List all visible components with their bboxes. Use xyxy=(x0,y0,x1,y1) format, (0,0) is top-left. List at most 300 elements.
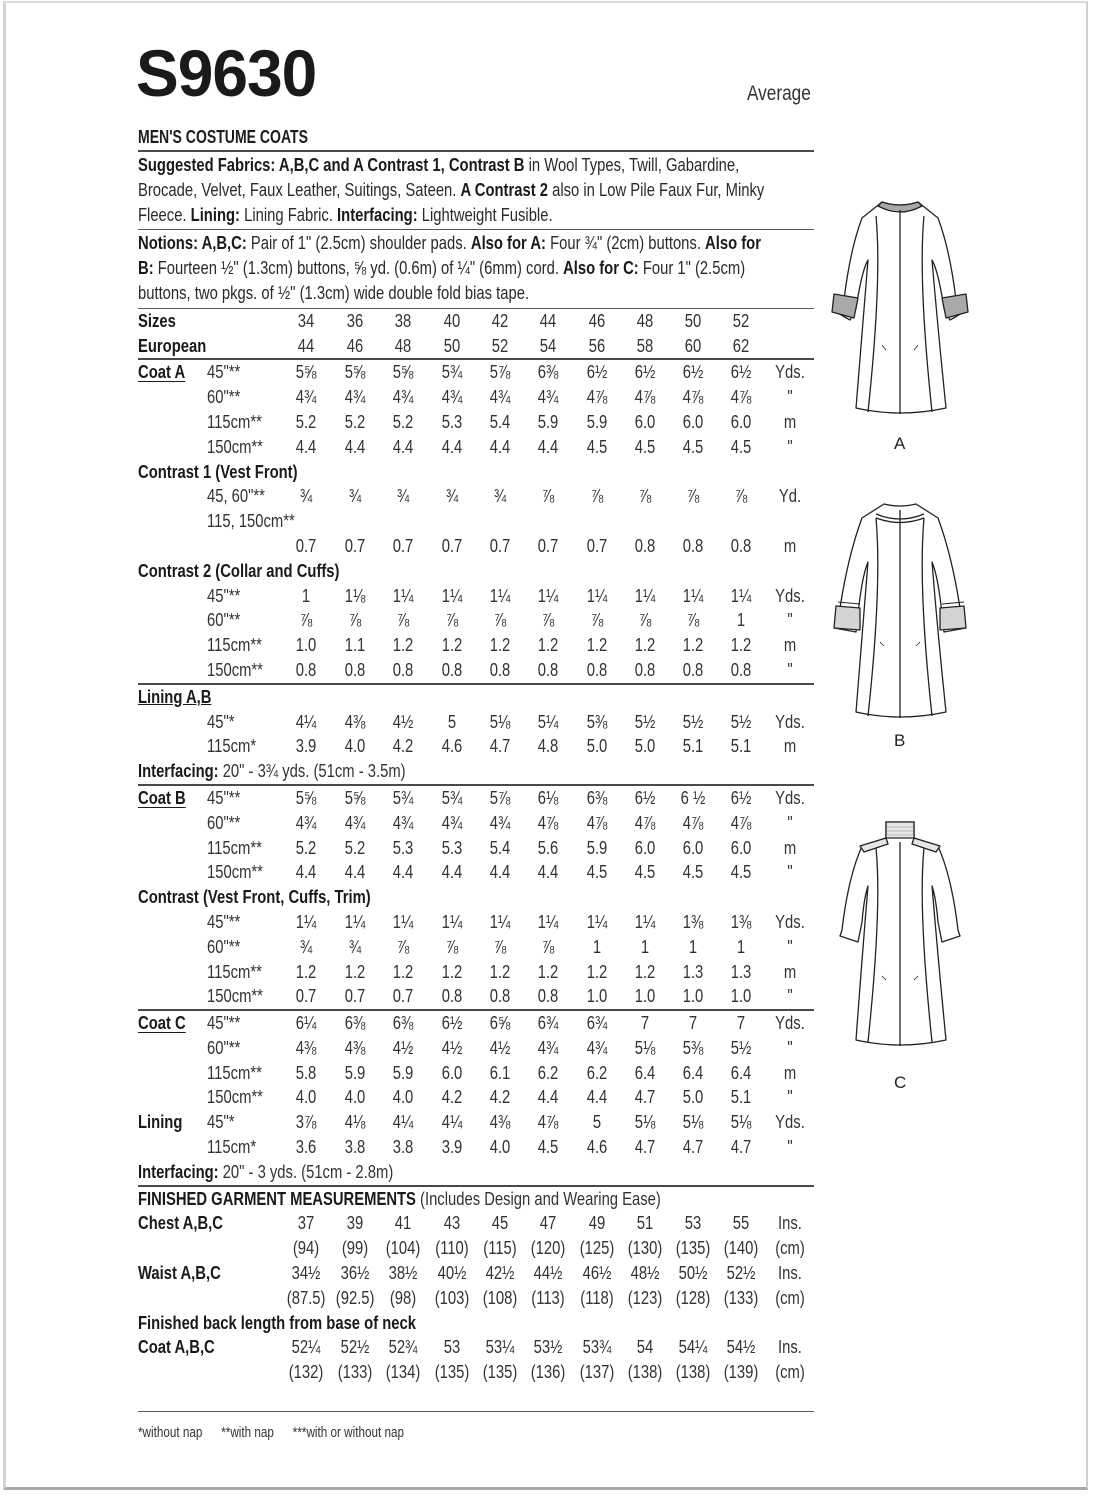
cell-value: 6.0 xyxy=(730,836,752,858)
label: FINISHED GARMENT MEASUREMENTS xyxy=(138,1187,416,1209)
cell-value: 4⅞ xyxy=(682,386,704,408)
cell-value: 5.3 xyxy=(441,836,463,858)
cell-value: 4.0 xyxy=(344,735,366,757)
cell-value: (139) xyxy=(723,1361,759,1383)
cell-value: 48 xyxy=(394,334,412,356)
table-row xyxy=(138,334,814,359)
cell-value: 4.2 xyxy=(441,1086,463,1108)
unit-label: m xyxy=(783,410,797,432)
cell-value: 1.2 xyxy=(634,960,656,982)
section-title xyxy=(138,460,814,485)
section-title xyxy=(138,885,814,910)
cell-value: 6.4 xyxy=(730,1061,752,1083)
text: 20" - 3¾ yds. (51cm - 3.5m) xyxy=(218,760,406,782)
cell-value: 4.4 xyxy=(586,1086,608,1108)
table-row xyxy=(138,509,814,534)
cell-value: 4.5 xyxy=(682,861,704,883)
cell-value: 6½ xyxy=(682,361,704,383)
fabric-width: 115cm** xyxy=(207,836,262,858)
table-row xyxy=(138,410,814,435)
table-row xyxy=(138,710,814,735)
cell-value: 5½ xyxy=(730,1036,752,1058)
cell-value: 5.2 xyxy=(295,836,317,858)
cell-value: 1¼ xyxy=(295,910,317,932)
cell-value: 1.2 xyxy=(392,634,414,656)
section-title-text xyxy=(138,885,371,910)
cell-value: 0.7 xyxy=(392,534,414,556)
fabric-width: 150cm** xyxy=(207,435,263,457)
view-c-label: C xyxy=(894,1073,907,1092)
cell-value: 6½ xyxy=(730,361,752,383)
fabric-width: 45"** xyxy=(207,786,241,808)
cell-value: 1¼ xyxy=(537,584,559,606)
cell-value: 4¾ xyxy=(344,811,366,833)
fabric-width: 45"** xyxy=(207,584,241,606)
cell-value: 5.9 xyxy=(586,836,608,858)
finished-garment-measurements xyxy=(138,1187,814,1385)
label: Finished back length from base of neck xyxy=(138,1311,416,1333)
cell-value: 5.2 xyxy=(344,836,366,858)
cell-value: 41 xyxy=(394,1212,412,1234)
fabric-width: 60"** xyxy=(207,386,241,408)
cell-value: 1 xyxy=(736,935,746,957)
row-label: Coat A,B,C xyxy=(138,1336,215,1358)
pattern-number: S9630 xyxy=(136,36,317,110)
fabric-width: 150cm** xyxy=(207,861,263,883)
cell-value: 1¼ xyxy=(586,910,608,932)
cell-value: 5⅜ xyxy=(682,1036,704,1058)
cell-value: 4.7 xyxy=(634,1136,656,1158)
cell-value: 4¾ xyxy=(392,811,414,833)
cell-value: 4¾ xyxy=(441,386,463,408)
cell-value: ⅞ xyxy=(396,609,410,631)
cell-value: 7 xyxy=(640,1012,650,1034)
cell-value: 4⅞ xyxy=(586,811,608,833)
cell-value: 3.9 xyxy=(441,1136,463,1158)
interfacing-note xyxy=(138,1160,814,1185)
cell-value: 4.4 xyxy=(392,861,414,883)
cell-value: ⅞ xyxy=(445,609,459,631)
cell-value: 6.0 xyxy=(730,410,752,432)
cell-value: 1¼ xyxy=(586,584,608,606)
cell-value: 4¾ xyxy=(392,386,414,408)
cell-value: 1¼ xyxy=(441,584,463,606)
cell-value: 5.9 xyxy=(537,410,559,432)
fabric-width: 45"** xyxy=(207,361,241,383)
row-label: Coat A xyxy=(138,361,186,383)
cell-value: ¾ xyxy=(299,485,313,507)
table-row xyxy=(138,786,814,811)
cell-value: 5⅛ xyxy=(489,710,511,732)
fabric-width: 60"** xyxy=(207,811,241,833)
cell-value: 4¼ xyxy=(392,1111,414,1133)
cell-value: 6⅜ xyxy=(586,786,608,808)
unit-label: " xyxy=(787,985,793,1007)
cell-value: 52 xyxy=(732,309,750,331)
cell-value: 0.8 xyxy=(682,534,704,556)
cell-value: 52¾ xyxy=(388,1336,418,1358)
cell-value: (108) xyxy=(482,1286,518,1308)
cell-value: (130) xyxy=(627,1237,663,1259)
cell-value: 4¾ xyxy=(295,386,317,408)
cell-value: ⅞ xyxy=(734,485,748,507)
table-row xyxy=(138,1135,814,1160)
table-row xyxy=(138,910,814,935)
cell-value: 5.9 xyxy=(392,1061,414,1083)
cell-value: ¾ xyxy=(493,485,507,507)
cell-value: 50½ xyxy=(678,1262,708,1284)
cell-value: 4⅞ xyxy=(634,811,656,833)
cell-value: ⅞ xyxy=(299,609,313,631)
cell-value: (98) xyxy=(389,1286,417,1308)
cell-value: 51 xyxy=(636,1212,654,1234)
unit-label: " xyxy=(787,811,793,833)
row-label: Chest A,B,C xyxy=(138,1212,223,1234)
cell-value: 1¼ xyxy=(392,584,414,606)
pattern-envelope-back xyxy=(138,125,814,1412)
table-row xyxy=(138,484,814,509)
cell-value: ⅞ xyxy=(686,609,700,631)
fabric-width: 45, 60"** xyxy=(207,485,265,507)
fabric-width: 45"* xyxy=(207,710,235,732)
cell-value: (87.5) xyxy=(286,1286,326,1308)
unit-label: Ins. xyxy=(778,1212,802,1234)
cell-value: 0.7 xyxy=(344,985,366,1007)
cell-value: 40 xyxy=(443,309,461,331)
cell-value: 4.2 xyxy=(392,735,414,757)
unit-label: " xyxy=(787,386,793,408)
cell-value: 1.0 xyxy=(682,985,704,1007)
cell-value: 4.0 xyxy=(489,1136,511,1158)
unit-label: m xyxy=(783,1061,797,1083)
cell-value: 6⅜ xyxy=(344,1012,366,1034)
cell-value: 6 ½ xyxy=(680,786,706,808)
cell-value: 3.8 xyxy=(344,1136,366,1158)
cell-value: 4.4 xyxy=(441,435,463,457)
cell-value: 5.2 xyxy=(344,410,366,432)
cell-value: ⅞ xyxy=(541,609,555,631)
cell-value: 0.8 xyxy=(489,658,511,680)
cell-value: 6.1 xyxy=(489,1061,511,1083)
cell-value: 4.5 xyxy=(634,435,656,457)
cell-value: 4.8 xyxy=(537,735,559,757)
label: Contrast 1 (Vest Front) xyxy=(138,460,298,482)
unit-label: Yds. xyxy=(775,1111,805,1133)
cell-value: 4⅞ xyxy=(586,386,608,408)
yardage-view-b xyxy=(138,786,814,1009)
table-row xyxy=(138,584,814,609)
text: 20" - 3 yds. (51cm - 2.8m) xyxy=(218,1160,394,1182)
cell-value: 0.8 xyxy=(682,658,704,680)
cell-value: 4.5 xyxy=(586,861,608,883)
cell-value: 6.0 xyxy=(634,410,656,432)
cell-value: 4⅜ xyxy=(344,710,366,732)
cell-value: 4½ xyxy=(441,1036,463,1058)
fabric-width: 150cm** xyxy=(207,985,263,1007)
cell-value: (133) xyxy=(337,1361,373,1383)
cell-value: 0.7 xyxy=(537,534,559,556)
cell-value: 5.4 xyxy=(489,836,511,858)
label: Lining A,B xyxy=(138,685,212,707)
cell-value: 1¼ xyxy=(489,584,511,606)
cell-value: 1¼ xyxy=(344,910,366,932)
cell-value: 5⅝ xyxy=(344,361,366,383)
cell-value: 6.0 xyxy=(682,836,704,858)
cell-value: 4.4 xyxy=(489,435,511,457)
section-title xyxy=(138,559,814,584)
cell-value: 5¼ xyxy=(537,710,559,732)
cell-value: 4⅞ xyxy=(537,811,559,833)
cell-value: 1.2 xyxy=(537,634,559,656)
cell-value: 1.2 xyxy=(730,634,752,656)
cell-value: 4⅜ xyxy=(344,1036,366,1058)
cell-value: 53½ xyxy=(533,1336,563,1358)
cell-value: 4.7 xyxy=(730,1136,752,1158)
cell-value: 52½ xyxy=(726,1262,756,1284)
unit-label: Ins. xyxy=(778,1262,802,1284)
cell-value: (125) xyxy=(579,1237,615,1259)
table-row xyxy=(138,309,814,334)
cell-value: 4.4 xyxy=(537,435,559,457)
cell-value: 5 xyxy=(447,710,457,732)
row-label: Waist A,B,C xyxy=(138,1262,221,1284)
cell-value: 0.8 xyxy=(344,658,366,680)
finished-title-text xyxy=(138,1187,661,1212)
fabric-width: 115cm** xyxy=(207,410,262,432)
cell-value: 37 xyxy=(297,1212,315,1234)
cell-value: 6½ xyxy=(634,361,656,383)
section-title-text xyxy=(138,559,339,584)
pattern-title: MEN'S COSTUME COATS xyxy=(138,127,309,147)
cell-value: 5½ xyxy=(730,710,752,732)
cell-value: 4.4 xyxy=(344,861,366,883)
cell-value: 3.6 xyxy=(295,1136,317,1158)
cell-value: 0.8 xyxy=(537,658,559,680)
cell-value: ¾ xyxy=(299,935,313,957)
cell-value: (120) xyxy=(530,1237,566,1259)
cell-value: 1.1 xyxy=(344,634,366,656)
table-row xyxy=(138,1335,814,1360)
fabric-width: 115cm* xyxy=(207,735,257,757)
cell-value: 52 xyxy=(491,334,509,356)
table-row xyxy=(138,1036,814,1061)
cell-value: 4½ xyxy=(489,1036,511,1058)
label: Interfacing: xyxy=(138,760,219,782)
table-row xyxy=(138,1261,814,1286)
unit-label: Yds. xyxy=(775,1012,805,1034)
cell-value: 4.5 xyxy=(634,861,656,883)
cell-value: 4⅜ xyxy=(489,1111,511,1133)
cell-value: 6⅝ xyxy=(489,1012,511,1034)
view-b-illustration xyxy=(820,496,980,750)
cell-value: 5⅛ xyxy=(730,1111,752,1133)
table-row xyxy=(138,1286,814,1311)
cell-value: 4.2 xyxy=(489,1086,511,1108)
cell-value: 0.7 xyxy=(295,985,317,1007)
cell-value: 1.0 xyxy=(634,985,656,1007)
unit-label: " xyxy=(787,609,793,631)
cell-value: (104) xyxy=(385,1237,421,1259)
footnote-with-or-without-nap: ***with or without nap xyxy=(292,1424,405,1441)
fabric-width: 115cm** xyxy=(207,960,262,982)
cell-value: 1¼ xyxy=(634,584,656,606)
unit-label: Yds. xyxy=(775,361,805,383)
cell-value: 7 xyxy=(688,1012,698,1034)
cell-value: 4.6 xyxy=(441,735,463,757)
table-row xyxy=(138,984,814,1009)
cell-value: 5.2 xyxy=(295,410,317,432)
cell-value: 4¾ xyxy=(441,811,463,833)
cell-value: 5⅝ xyxy=(295,786,317,808)
cell-value: 0.7 xyxy=(586,534,608,556)
section-title-text xyxy=(138,685,211,710)
cell-value: 6¾ xyxy=(537,1012,559,1034)
cell-value: 4.4 xyxy=(441,861,463,883)
cell-value: 1.2 xyxy=(295,960,317,982)
cell-value: 50 xyxy=(443,334,461,356)
suggested-fabrics: Suggested Fabrics: A,B,C and A Contrast 1, Contrast B in Wool Types, Twill, Gabardine, Brocade, Velvet, Faux Leather, Suitings, Sateen. A Contrast 2 also in Low Pile Faux Fur, Minky Fleece. Lining: Lining Fabric. Interfacing: Lightweight Fusible. xyxy=(138,154,765,225)
view-a-label: A xyxy=(894,434,906,453)
unit-label: m xyxy=(783,836,797,858)
cell-value: 1¼ xyxy=(730,584,752,606)
cell-value: 4.5 xyxy=(682,435,704,457)
cell-value: 0.7 xyxy=(441,534,463,556)
cell-value: (94) xyxy=(292,1237,320,1259)
cell-value: 44½ xyxy=(533,1262,563,1284)
cell-value: 52½ xyxy=(340,1336,370,1358)
cell-value: 1.2 xyxy=(344,960,366,982)
table-row xyxy=(138,534,814,559)
cell-value: 1.2 xyxy=(537,960,559,982)
row-label: Lining xyxy=(138,1111,183,1133)
cell-value: 38 xyxy=(394,309,412,331)
cell-value: (134) xyxy=(385,1361,421,1383)
cell-value: 4.7 xyxy=(489,735,511,757)
cell-value: 5⅛ xyxy=(682,1111,704,1133)
table-row xyxy=(138,608,814,633)
interfacing-note xyxy=(138,759,814,784)
cell-value: 4¾ xyxy=(537,1036,559,1058)
cell-value: ¾ xyxy=(348,935,362,957)
coat-c-back-icon xyxy=(820,818,980,1048)
view-c-illustration xyxy=(820,818,980,1092)
cell-value: 6.0 xyxy=(441,1061,463,1083)
cell-value: ⅞ xyxy=(638,609,652,631)
table-row xyxy=(138,734,814,759)
cell-value: (135) xyxy=(434,1361,470,1383)
view-b-label: B xyxy=(894,731,906,750)
cell-value: ⅞ xyxy=(541,935,555,957)
cell-value: 60 xyxy=(684,334,702,356)
cell-value: 1 xyxy=(640,935,650,957)
cell-value: 0.8 xyxy=(586,658,608,680)
unit-label: " xyxy=(787,435,793,457)
table-row xyxy=(138,1011,814,1036)
cell-value: 4¾ xyxy=(344,386,366,408)
fabric-width: 115cm* xyxy=(207,1136,257,1158)
cell-value: 1¼ xyxy=(682,584,704,606)
cell-value: 56 xyxy=(588,334,606,356)
cell-value: ⅞ xyxy=(590,485,604,507)
cell-value: 5.6 xyxy=(537,836,559,858)
cell-value: 6½ xyxy=(586,361,608,383)
cell-value: ⅞ xyxy=(638,485,652,507)
cell-value: 0.7 xyxy=(344,534,366,556)
unit-label: Yds. xyxy=(775,786,805,808)
cell-value: 0.7 xyxy=(489,534,511,556)
cell-value: 6.4 xyxy=(634,1061,656,1083)
cell-value: 4¼ xyxy=(295,710,317,732)
label: Contrast (Vest Front, Cuffs, Trim) xyxy=(138,886,371,908)
cell-value: 5.0 xyxy=(634,735,656,757)
cell-value: (140) xyxy=(723,1237,759,1259)
cell-value: 1¼ xyxy=(392,910,414,932)
fabric-width: 60"** xyxy=(207,1036,241,1058)
cell-value: ⅞ xyxy=(493,935,507,957)
cell-value: 5¾ xyxy=(441,786,463,808)
cell-value: 0.8 xyxy=(392,658,414,680)
cell-value: 5⅞ xyxy=(489,361,511,383)
cell-value: 1.0 xyxy=(295,634,317,656)
cell-value: 53¼ xyxy=(485,1336,515,1358)
cell-value: 4.4 xyxy=(489,861,511,883)
cell-value: 46½ xyxy=(582,1262,612,1284)
fabric-width: 115cm** xyxy=(207,634,262,656)
cell-value: 54¼ xyxy=(678,1336,708,1358)
size-range-label: Average xyxy=(747,82,811,105)
cell-value: 1.0 xyxy=(586,985,608,1007)
sizes-table xyxy=(138,309,814,359)
cell-value: 4.4 xyxy=(344,435,366,457)
cell-value: 5⅝ xyxy=(295,361,317,383)
cell-value: 4.0 xyxy=(344,1086,366,1108)
cell-value: (113) xyxy=(531,1286,565,1308)
interfacing-note-text xyxy=(138,1160,393,1185)
unit-label: m xyxy=(783,634,797,656)
cell-value: (135) xyxy=(482,1361,518,1383)
table-row xyxy=(138,960,814,985)
cell-value: 0.8 xyxy=(489,985,511,1007)
cell-value: 5.9 xyxy=(344,1061,366,1083)
cell-value: ⅞ xyxy=(348,609,362,631)
cell-value: 5.1 xyxy=(730,735,752,757)
cell-value: 1 xyxy=(736,609,746,631)
cell-value: 1¼ xyxy=(441,910,463,932)
table-row xyxy=(138,935,814,960)
cell-value: 0.8 xyxy=(441,985,463,1007)
cell-value: 5⅝ xyxy=(344,786,366,808)
cell-value: 1.0 xyxy=(730,985,752,1007)
cell-value: 4.4 xyxy=(537,1086,559,1108)
cell-value: 1.2 xyxy=(682,634,704,656)
unit-label: " xyxy=(787,861,793,883)
footnote-without-nap: *without nap xyxy=(138,1424,203,1441)
cell-value: 4.4 xyxy=(295,861,317,883)
cell-value: 54½ xyxy=(726,1336,756,1358)
cell-value: 5.3 xyxy=(392,836,414,858)
cell-value: 46 xyxy=(588,309,606,331)
cell-value: 5.0 xyxy=(682,1086,704,1108)
cell-value: 6⅛ xyxy=(537,786,559,808)
row-label: Coat B xyxy=(138,786,186,808)
fabric-width: 150cm** xyxy=(207,658,263,680)
cell-value: ¾ xyxy=(445,485,459,507)
table-row xyxy=(138,1110,814,1135)
cell-value: 5⅞ xyxy=(489,786,511,808)
cell-value: (135) xyxy=(675,1237,711,1259)
row-label: Coat C xyxy=(138,1012,186,1034)
cell-value: 53¾ xyxy=(582,1336,612,1358)
